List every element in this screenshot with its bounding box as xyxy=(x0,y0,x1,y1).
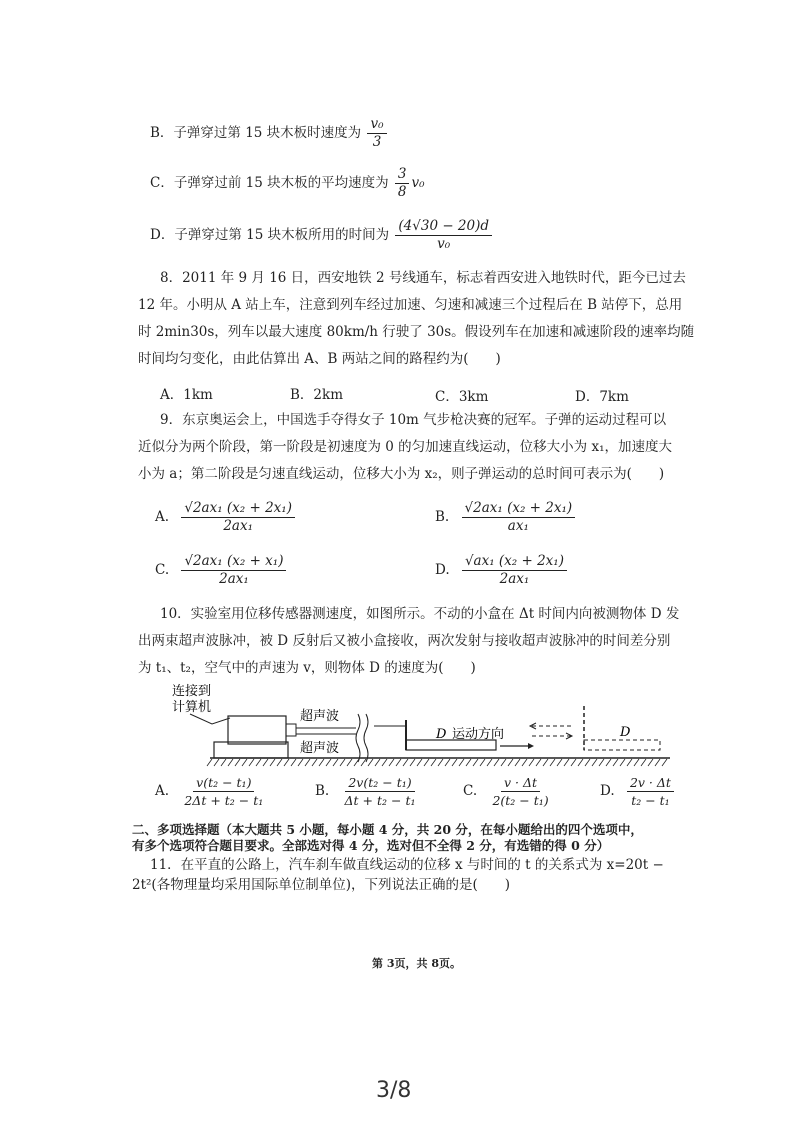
ground-hatch-mark xyxy=(452,759,457,766)
q9-option-b xyxy=(435,500,577,535)
ground-hatch-mark xyxy=(368,759,373,766)
q7-option-b-text: B．子弹穿过第 15 块木板时速度为 xyxy=(150,125,362,141)
q8-option-a: A．1km xyxy=(160,387,213,403)
ground-hatch-mark xyxy=(578,759,583,766)
q8-line-4: 时间均匀变化，由此估算出 A、B 两站之间的路程约为( ) xyxy=(138,351,501,367)
fraction-denominator: 2ax₁ xyxy=(219,571,249,587)
ground-hatch-mark xyxy=(543,759,548,766)
q7-option-d xyxy=(150,218,494,253)
break-mark-1 xyxy=(356,714,360,762)
ground-hatch-mark xyxy=(221,759,226,766)
ground-hatch-mark xyxy=(403,759,408,766)
ground-hatch-mark xyxy=(501,759,506,766)
wave-label-top: 超声波 xyxy=(300,709,340,724)
ground-hatch-mark xyxy=(417,759,422,766)
ground-hatch-mark xyxy=(235,759,240,766)
option-label: D. xyxy=(600,783,615,799)
ground-hatch-mark xyxy=(228,759,233,766)
ground-hatch-mark xyxy=(529,759,534,766)
option-label: A. xyxy=(155,509,170,525)
q10-line-1: 10．实验室用位移传感器测速度，如图所示。不动的小盒在 Δt 时间内向被测物体 D 发 xyxy=(160,606,680,622)
q10-option-a xyxy=(155,774,268,809)
ground-hatch-mark xyxy=(438,759,443,766)
q11-line-2: 2t²(各物理量均采用国际单位制单位)，下列说法正确的是( ) xyxy=(132,877,510,893)
cable-line xyxy=(190,714,230,724)
dashed-object-d xyxy=(584,740,660,750)
ground-hatch-mark xyxy=(207,759,212,766)
ground-hatch-mark xyxy=(655,759,660,766)
ground-hatch-mark xyxy=(466,759,471,766)
ground-hatch-mark xyxy=(634,759,639,766)
section2-line-2: 有多个选项符合题目要求。全部选对得 4 分，选对但不全得 2 分，有选错的得 0 分） xyxy=(132,838,610,853)
ground-hatch-mark xyxy=(249,759,254,766)
ground-hatch-mark xyxy=(473,759,478,766)
ground-hatch-mark xyxy=(242,759,247,766)
ground-hatch-mark xyxy=(508,759,513,766)
q8-option-b: B．2km xyxy=(290,387,343,403)
fraction-denominator: 2(t₂ − t₁) xyxy=(492,793,549,808)
ground-hatch-mark xyxy=(347,759,352,766)
q7-option-c-fraction xyxy=(395,166,410,201)
fraction-numerator: v(t₂ − t₁) xyxy=(193,774,254,792)
ground-hatch-mark xyxy=(550,759,555,766)
q8-option-c: C．3km xyxy=(435,389,489,405)
ground-hatch-mark xyxy=(620,759,625,766)
ground-hatch-mark xyxy=(354,759,359,766)
ground-hatch-mark xyxy=(564,759,569,766)
ground-hatch-mark xyxy=(445,759,450,766)
motion-arrow-head xyxy=(528,743,534,749)
break-mark-2 xyxy=(364,714,368,762)
ground-hatch-mark xyxy=(361,759,366,766)
fraction-numerator: √2ax₁ (x₂ + 2x₁) xyxy=(462,500,576,518)
ground-hatch-mark xyxy=(298,759,303,766)
page-footer: 第 3页，共 8页。 xyxy=(372,957,461,970)
ground-hatch-mark xyxy=(424,759,429,766)
fraction-denominator: Δt + t₂ − t₁ xyxy=(344,793,416,808)
q8-line-1: 8．2011 年 9 月 16 日，西安地铁 2 号线通车，标志着西安进入地铁时代，距今已过去 xyxy=(160,270,686,286)
option-label: C. xyxy=(463,783,478,799)
ground-hatch-mark xyxy=(214,759,219,766)
q10-option-d xyxy=(600,774,676,809)
q9-line-1: 9．东京奥运会上，中国选手夺得女子 10m 气步枪决赛的冠军。子弹的运动过程可以 xyxy=(160,412,667,428)
q7-option-c xyxy=(150,166,425,201)
ground-hatch-mark xyxy=(277,759,282,766)
emitter xyxy=(286,724,296,736)
ground-hatch-mark xyxy=(389,759,394,766)
sensor-box xyxy=(228,716,286,744)
ground-hatch-mark xyxy=(648,759,653,766)
connect-label xyxy=(172,683,211,715)
fraction-denominator: 2ax₁ xyxy=(223,518,253,534)
fraction-numerator: 2v(t₂ − t₁) xyxy=(345,774,414,792)
q7-option-b-fraction xyxy=(367,116,386,151)
dashed-object-d-label: D xyxy=(620,725,631,740)
ground-hatch-mark xyxy=(585,759,590,766)
ground-hatch-mark xyxy=(270,759,275,766)
ground-hatch-mark xyxy=(284,759,289,766)
ground-hatch-mark xyxy=(319,759,324,766)
ground-hatch-mark xyxy=(431,759,436,766)
page-indicator: 3/8 xyxy=(376,1078,412,1103)
fraction-numerator: v₀ xyxy=(367,116,386,134)
q9-line-2: 近似分为两个阶段，第一阶段是初速度为 0 的匀加速直线运动，位移大小为 x₁，加速度大 xyxy=(138,439,672,455)
ground-hatch-mark xyxy=(662,759,667,766)
motion-direction-label: 运动方向 xyxy=(452,727,505,742)
fraction-numerator: √2ax₁ (x₂ + x₁) xyxy=(181,553,286,571)
ground-hatch-mark xyxy=(256,759,261,766)
object-d-label: D xyxy=(436,727,447,742)
ground-hatch-mark xyxy=(263,759,268,766)
q8-line-3: 时 2min30s，列车以最大速度 80km/h 行驶了 30s。假设列车在加速和减速阶段的速率均随 xyxy=(138,324,695,340)
ground-hatch-mark xyxy=(340,759,345,766)
ground-hatch-mark xyxy=(312,759,317,766)
ground-hatch-mark xyxy=(410,759,415,766)
q10-line-3: 为 t₁、t₂，空气中的声速为 v，则物体 D 的速度为( ) xyxy=(138,660,476,676)
ground-hatch xyxy=(207,759,667,766)
q10-line-2: 出两束超声波脉冲，被 D 反射后又被小盒接收，两次发射与接收超声波脉冲的时间差分别 xyxy=(138,633,671,649)
ground-hatch-mark xyxy=(536,759,541,766)
q7-option-b xyxy=(150,116,389,151)
q7-option-d-fraction xyxy=(395,218,492,253)
ground-hatch-mark xyxy=(480,759,485,766)
q9-option-c xyxy=(155,553,288,588)
q9-option-a xyxy=(155,500,297,535)
option-label: A. xyxy=(155,783,170,799)
q7-option-d-text: D．子弹穿过第 15 块木板所用的时间为 xyxy=(150,227,390,243)
ground-hatch-mark xyxy=(487,759,492,766)
option-label: D. xyxy=(435,562,450,578)
fraction-numerator: √2ax₁ (x₂ + 2x₁) xyxy=(181,500,295,518)
fraction-numerator: 3 xyxy=(395,166,410,184)
fraction-denominator: 2Δt + t₂ − t₁ xyxy=(184,793,264,808)
fraction-numerator: (4√30 − 20)d xyxy=(395,218,492,236)
section2-line-1: 二、多项选择题（本大题共 5 小题，每小题 4 分，共 20 分，在每小题给出的四个选项中， xyxy=(132,822,643,837)
ground-hatch-mark xyxy=(641,759,646,766)
wave-label-bottom: 超声波 xyxy=(300,741,340,756)
ground-hatch-mark xyxy=(326,759,331,766)
fraction-denominator: t₂ − t₁ xyxy=(631,793,670,808)
q9-option-d xyxy=(435,553,569,588)
q7-option-c-text: C．子弹穿过前 15 块木板的平均速度为 xyxy=(150,175,389,191)
option-label: B. xyxy=(435,509,450,525)
ground-hatch-mark xyxy=(494,759,499,766)
q10-option-c xyxy=(463,774,554,809)
ground-hatch-mark xyxy=(613,759,618,766)
q10-option-b xyxy=(315,774,420,809)
ground-hatch-mark xyxy=(557,759,562,766)
ground-hatch-mark xyxy=(515,759,520,766)
q10-figure xyxy=(160,680,680,774)
ground-hatch-mark xyxy=(606,759,611,766)
connect-label-line-1: 连接到 xyxy=(172,684,212,699)
q8-option-d: D．7km xyxy=(575,389,629,405)
option-label: B. xyxy=(315,783,330,799)
ground-hatch-mark xyxy=(305,759,310,766)
ground-hatch-mark xyxy=(592,759,597,766)
ground-hatch-mark xyxy=(571,759,576,766)
q7-option-c-tail: v₀ xyxy=(411,175,425,191)
fraction-numerator: 2v · Δt xyxy=(627,774,674,792)
q11-line-1: 11．在平直的公路上，汽车刹车做直线运动的位移 x 与时间的 t 的关系式为 x=20t − xyxy=(150,857,664,873)
q9-line-3: 小为 a；第二阶段是匀速直线运动，位移大小为 x₂，则子弹运动的总时间可表示为( ) xyxy=(138,466,665,482)
fraction-denominator: 3 xyxy=(372,134,382,150)
connect-label-line-2: 计算机 xyxy=(172,700,212,715)
ground-hatch-mark xyxy=(599,759,604,766)
fraction-denominator: ax₁ xyxy=(507,518,529,534)
fraction-numerator: v · Δt xyxy=(501,774,540,792)
fraction-denominator: 2ax₁ xyxy=(499,571,530,587)
ground-hatch-mark xyxy=(375,759,380,766)
option-label: C. xyxy=(155,562,170,578)
fraction-denominator: 8 xyxy=(397,184,407,200)
ground-hatch-mark xyxy=(627,759,632,766)
ground-hatch-mark xyxy=(522,759,527,766)
ground-hatch-mark xyxy=(291,759,296,766)
fraction-denominator: v₀ xyxy=(437,236,451,252)
fraction-numerator: √ax₁ (x₂ + 2x₁) xyxy=(462,553,567,571)
ground-hatch-mark xyxy=(382,759,387,766)
ground-hatch-mark xyxy=(333,759,338,766)
ground-hatch-mark xyxy=(459,759,464,766)
q8-line-2: 12 年。小明从 A 站上车，注意到列车经过加速、匀速和减速三个过程后在 B 站停下，总用 xyxy=(138,297,683,313)
ground-hatch-mark xyxy=(396,759,401,766)
